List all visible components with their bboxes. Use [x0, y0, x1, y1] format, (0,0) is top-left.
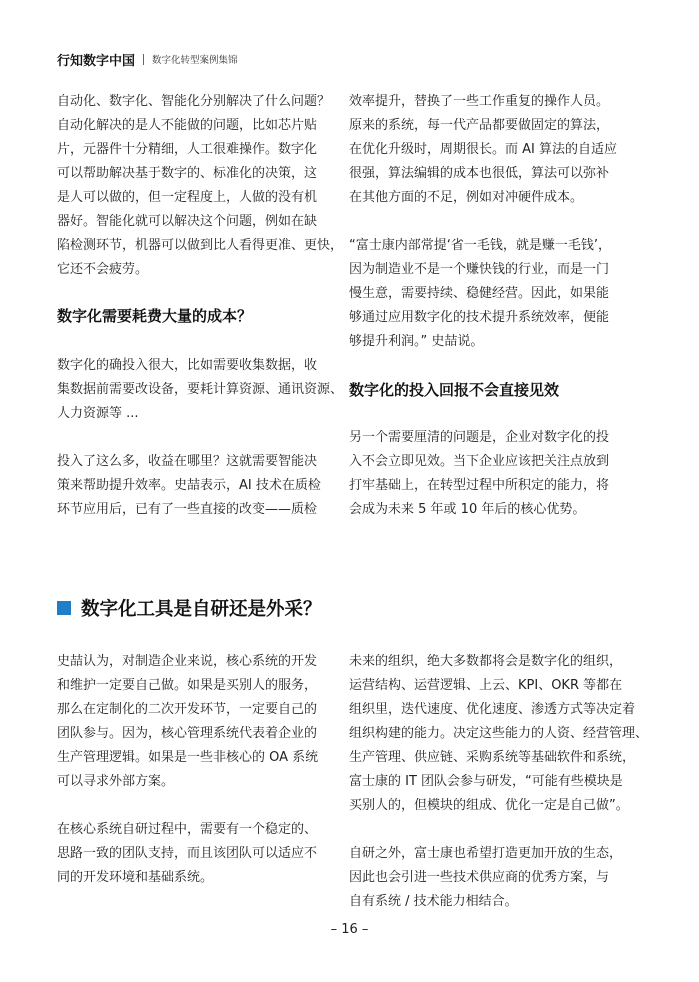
- right-paragraph-2: [349, 234, 625, 354]
- left-paragraph-1: [57, 90, 344, 282]
- text-line: “富士康内部常提‘省一毛钱，就是赚一毛钱’，: [349, 238, 611, 253]
- text-line: 生产管理、供应链、采购系统等基础软件和系统，: [349, 750, 636, 765]
- text-line: 策来帮助提升效率。史喆表示，AI 技术在质检: [57, 478, 321, 493]
- page-header: [57, 50, 238, 68]
- text-line: 入不会立即见效。当下企业应该把关注点放到: [349, 454, 610, 469]
- text-line: 打牢基础上，在转型过程中所积定的能力，将: [349, 478, 610, 493]
- text-line: 效率提升，替换了一些工作重复的操作人员。: [349, 94, 610, 109]
- right-paragraph-1: [349, 90, 625, 210]
- text-line: 史喆认为，对制造企业来说，核心系统的开发: [57, 654, 318, 669]
- subheading-cost: 数字化需要耗费大量的成本？: [57, 307, 253, 325]
- section-marker-icon: [57, 601, 71, 615]
- text-line: 因为制造业不是一个赚快钱的行业，而是一门: [349, 262, 610, 277]
- right-bottom-paragraph-1: [349, 650, 649, 818]
- text-line: 原来的系统，每一代产品都要做固定的算法，: [349, 118, 610, 133]
- text-line: 很强，算法编辑的成本也很低，算法可以弥补: [349, 166, 610, 181]
- section-title-text: 数字化工具是自研还是外采？: [81, 599, 322, 620]
- text-line: 思路一致的团队支持，而且该团队可以适应不: [57, 846, 318, 861]
- text-line: 那么在定制化的二次开发环节，一定要自己的: [57, 702, 318, 717]
- text-line: 可以帮助解决基于数字的、标准化的决策，这: [57, 166, 318, 181]
- text-line: 数字化的确投入很大，比如需要收集数据，收: [57, 358, 318, 373]
- text-line: 够提升利润。” 史喆说。: [349, 334, 484, 349]
- text-line: 在优化升级时，周期很长。而 AI 算法的自适应: [349, 142, 617, 157]
- text-line: 未来的组织，绝大多数都将会是数字化的组织，: [349, 654, 623, 669]
- text-line: 运营结构、运营逻辑、上云、KPI、OKR 等都在: [349, 678, 623, 693]
- header-divider: [143, 54, 144, 65]
- text-line: 生产管理逻辑。如果是一些非核心的 OA 系统: [57, 750, 319, 765]
- subheading-roi: 数字化的投入回报不会直接见效: [349, 381, 560, 399]
- text-line: 因此也会引进一些技术供应商的优秀方案，与: [349, 870, 610, 885]
- section-title: [57, 595, 322, 621]
- text-line: 器好。智能化就可以解决这个问题，例如在缺: [57, 214, 318, 229]
- right-bottom-paragraph-2: [349, 842, 625, 914]
- text-line: 自有系统 / 技术能力相结合。: [349, 894, 518, 909]
- left-bottom-paragraph-1: [57, 650, 329, 794]
- text-line: 自研之外，富士康也希望打造更加开放的生态，: [349, 846, 623, 861]
- text-line: 团队参与。因为，核心管理系统代表着企业的: [57, 726, 318, 741]
- text-line: 富士康的 IT 团队会参与研发，“可能有些模块是: [349, 774, 623, 789]
- left-paragraph-2: [57, 354, 344, 426]
- text-line: 可以寻求外部方案。: [57, 774, 175, 789]
- text-line: 买别人的，但模块的组成、优化一定是自己做”。: [349, 798, 629, 813]
- right-paragraph-3: [349, 426, 625, 522]
- text-line: 和维护一定要自己做。如果是买别人的服务，: [57, 678, 318, 693]
- text-line: 是人可以做的，但一定程度上，人做的没有机: [57, 190, 318, 205]
- text-line: 同的开发环境和基础系统。: [57, 870, 214, 885]
- text-line: 片，元器件十分精细，人工很难操作。数字化: [57, 142, 318, 157]
- text-line: 集数据前需要改设备，要耗计算资源、通讯资源、: [57, 382, 344, 397]
- left-bottom-paragraph-2: [57, 818, 329, 890]
- text-line: 在核心系统自研过程中，需要有一个稳定的、: [57, 822, 318, 837]
- text-line: 会成为未来 5 年或 10 年后的核心优势。: [349, 502, 586, 517]
- text-line: 另一个需要厘清的问题是，企业对数字化的投: [349, 430, 610, 445]
- text-line: 慢生意，需要持续、稳健经营。因此，如果能: [349, 286, 610, 301]
- text-line: 人力资源等 ...: [57, 406, 139, 421]
- left-paragraph-3: [57, 450, 329, 522]
- text-line: 环节应用后，已有了一些直接的改变——质检: [57, 502, 318, 517]
- text-line: 自动化、数字化、智能化分别解决了什么问题？: [57, 94, 331, 109]
- text-line: 够通过应用数字化的技术提升系统效率，便能: [349, 310, 610, 325]
- text-line: 组织里，迭代速度、优化速度、渗透方式等决定着: [349, 702, 636, 717]
- text-line: 它还不会疲劳。: [57, 262, 149, 277]
- text-line: 组织构建的能力。决定这些能力的人资、经营管理、: [349, 726, 649, 741]
- text-line: 自动化解决的是人不能做的问题，比如芯片贴: [57, 118, 318, 133]
- text-line: 在其他方面的不足，例如对冲硬件成本。: [349, 190, 584, 205]
- header-subtitle: 数字化转型案例集锦: [152, 55, 238, 66]
- page-number: – 16 –: [330, 922, 369, 937]
- text-line: 投入了这么多，收益在哪里？这就需要智能决: [57, 454, 318, 469]
- text-line: 陷检测环节，机器可以做到比人看得更准、更快，: [57, 238, 344, 253]
- brand-title: 行知数字中国: [57, 53, 136, 69]
